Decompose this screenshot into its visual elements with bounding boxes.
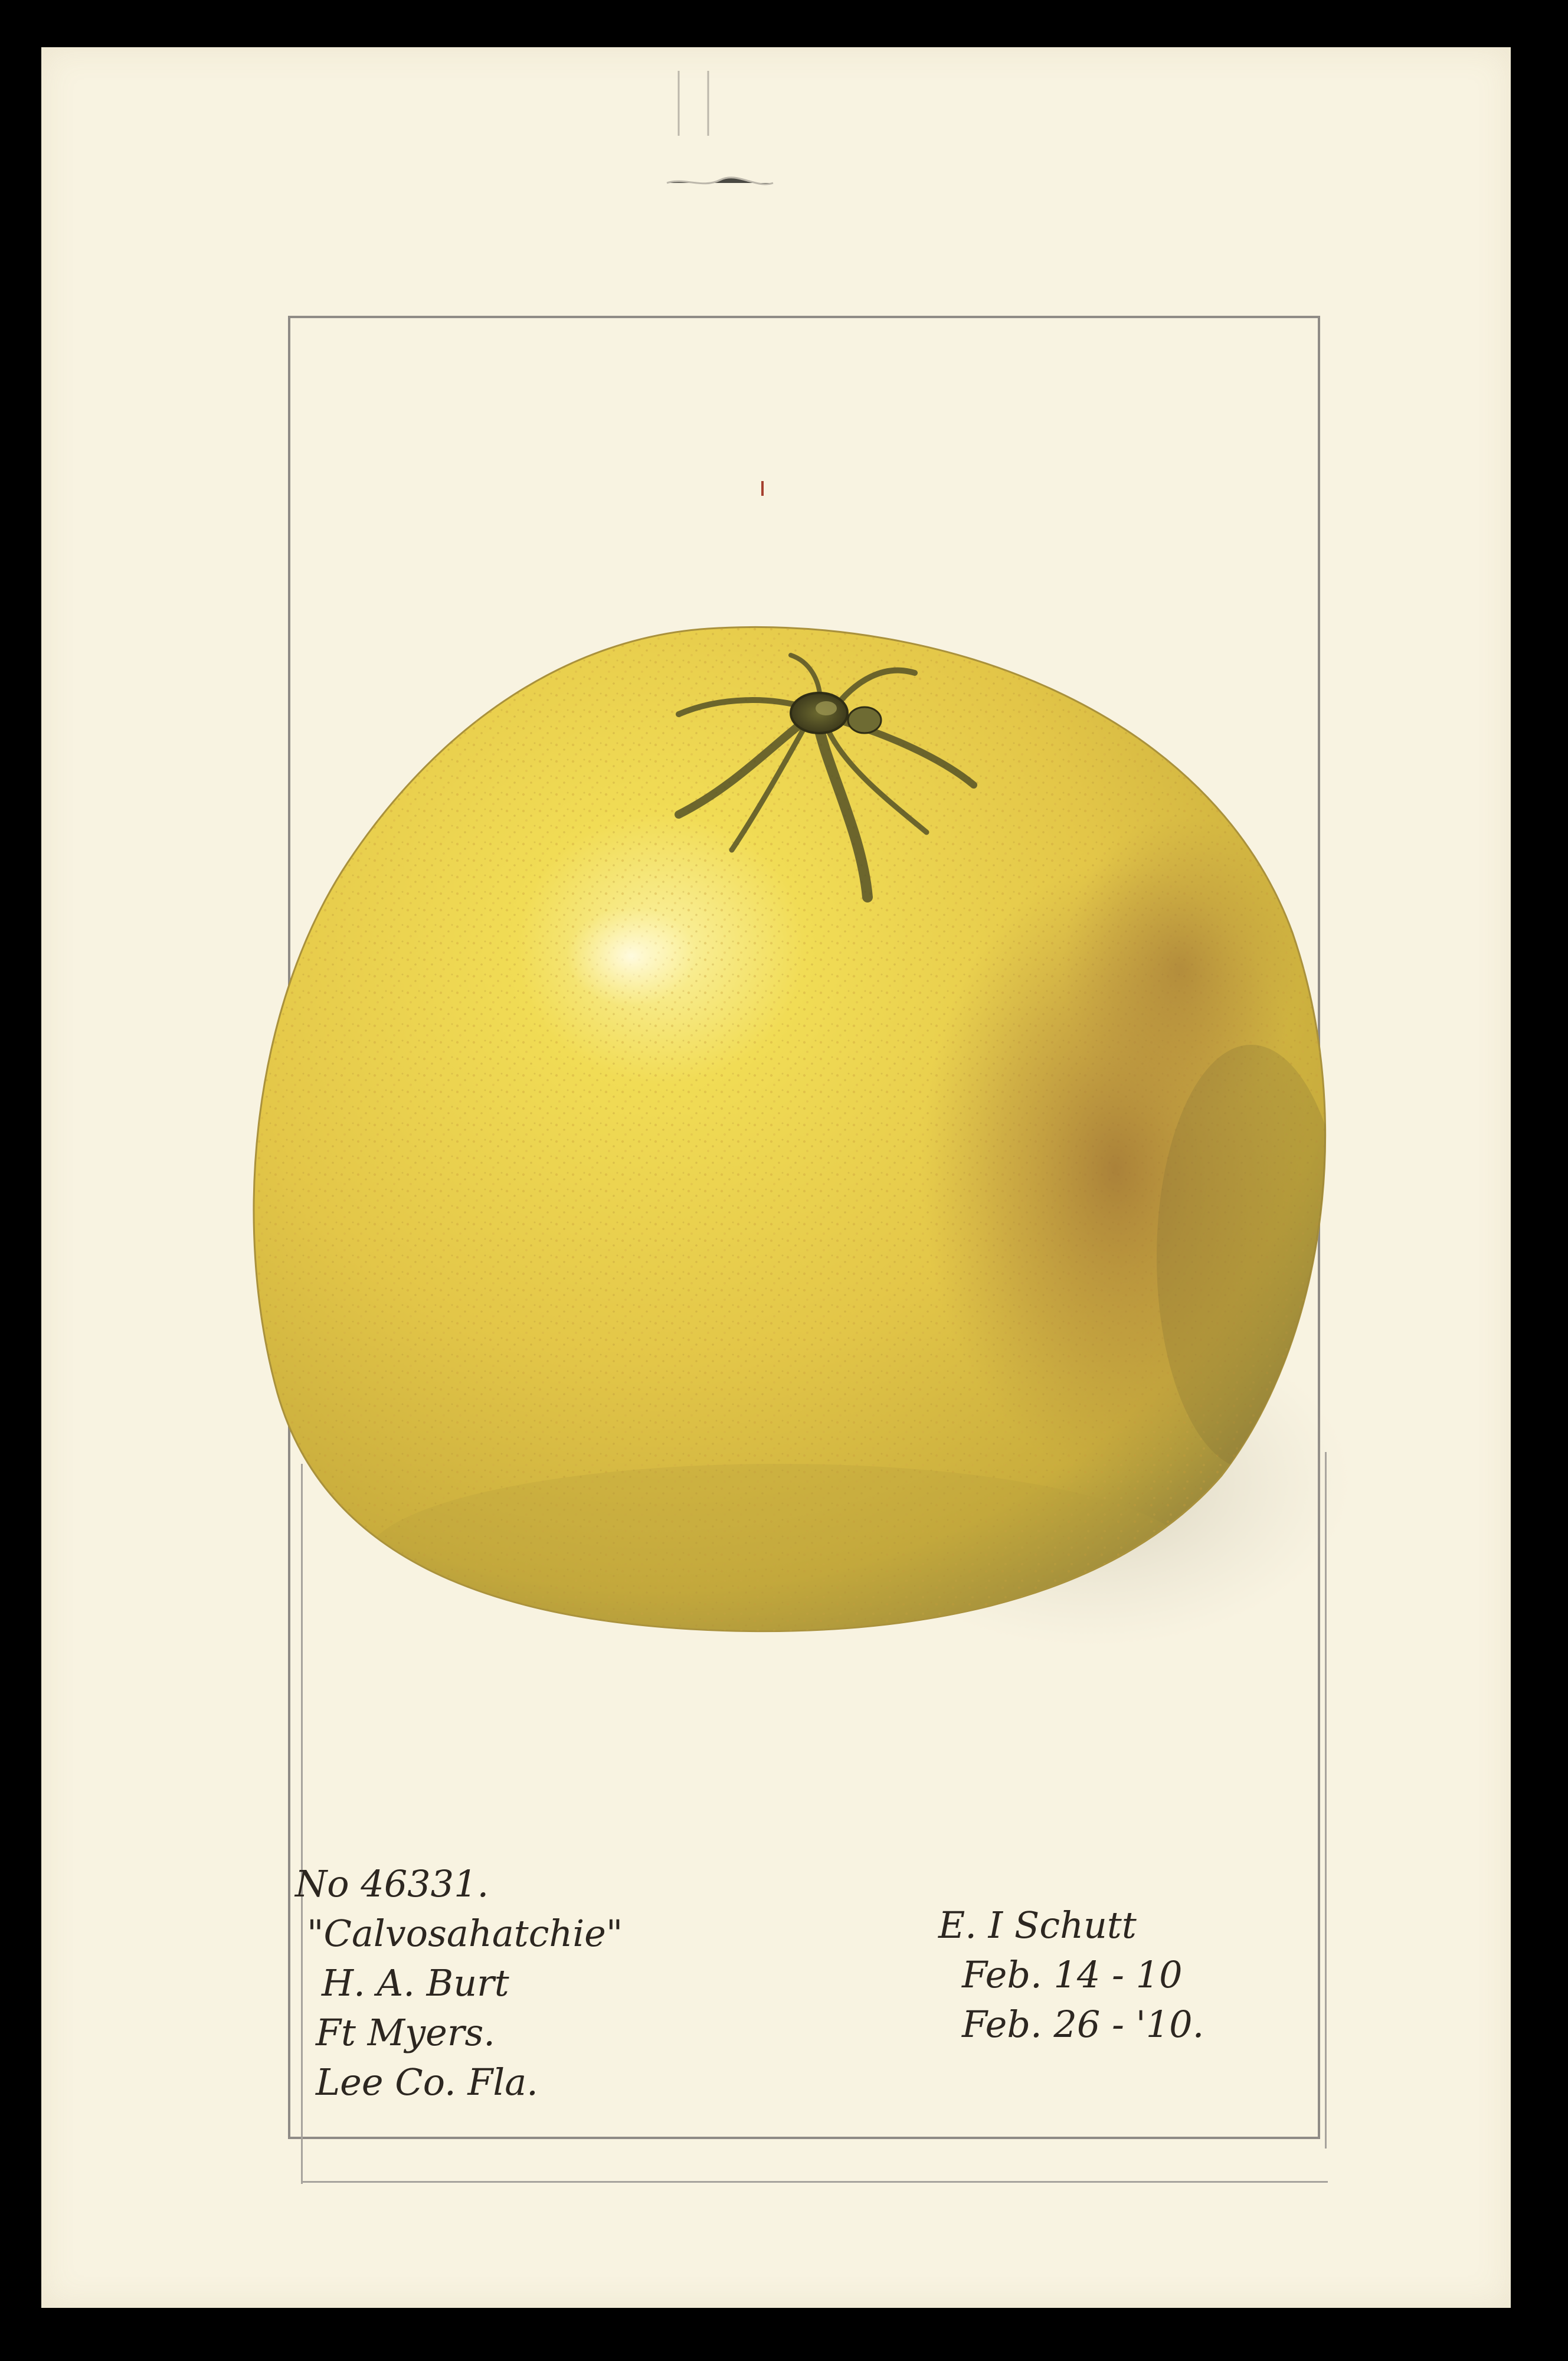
- grower-name: H. A. Burt: [322, 1961, 509, 2004]
- variety-name: "Calvosahatchie": [307, 1912, 623, 1955]
- artist-notes: [938, 1901, 1204, 2049]
- paper-sheet: [41, 47, 1511, 2308]
- date-received: Feb. 14 - 10: [962, 1953, 1183, 1996]
- specimen-notes: [295, 1859, 623, 2107]
- town-name: Ft Myers.: [316, 2011, 496, 2054]
- accession-number: No 46331.: [295, 1862, 489, 1905]
- fruit-highlight: [567, 906, 696, 1006]
- pencil-marks: [667, 71, 773, 184]
- county-name: Lee Co. Fla.: [316, 2061, 538, 2104]
- date-painted: Feb. 26 - '10.: [962, 2003, 1204, 2046]
- grapefruit-illustration: [41, 47, 1511, 2308]
- artist-signature: E. I Schutt: [938, 1904, 1137, 1947]
